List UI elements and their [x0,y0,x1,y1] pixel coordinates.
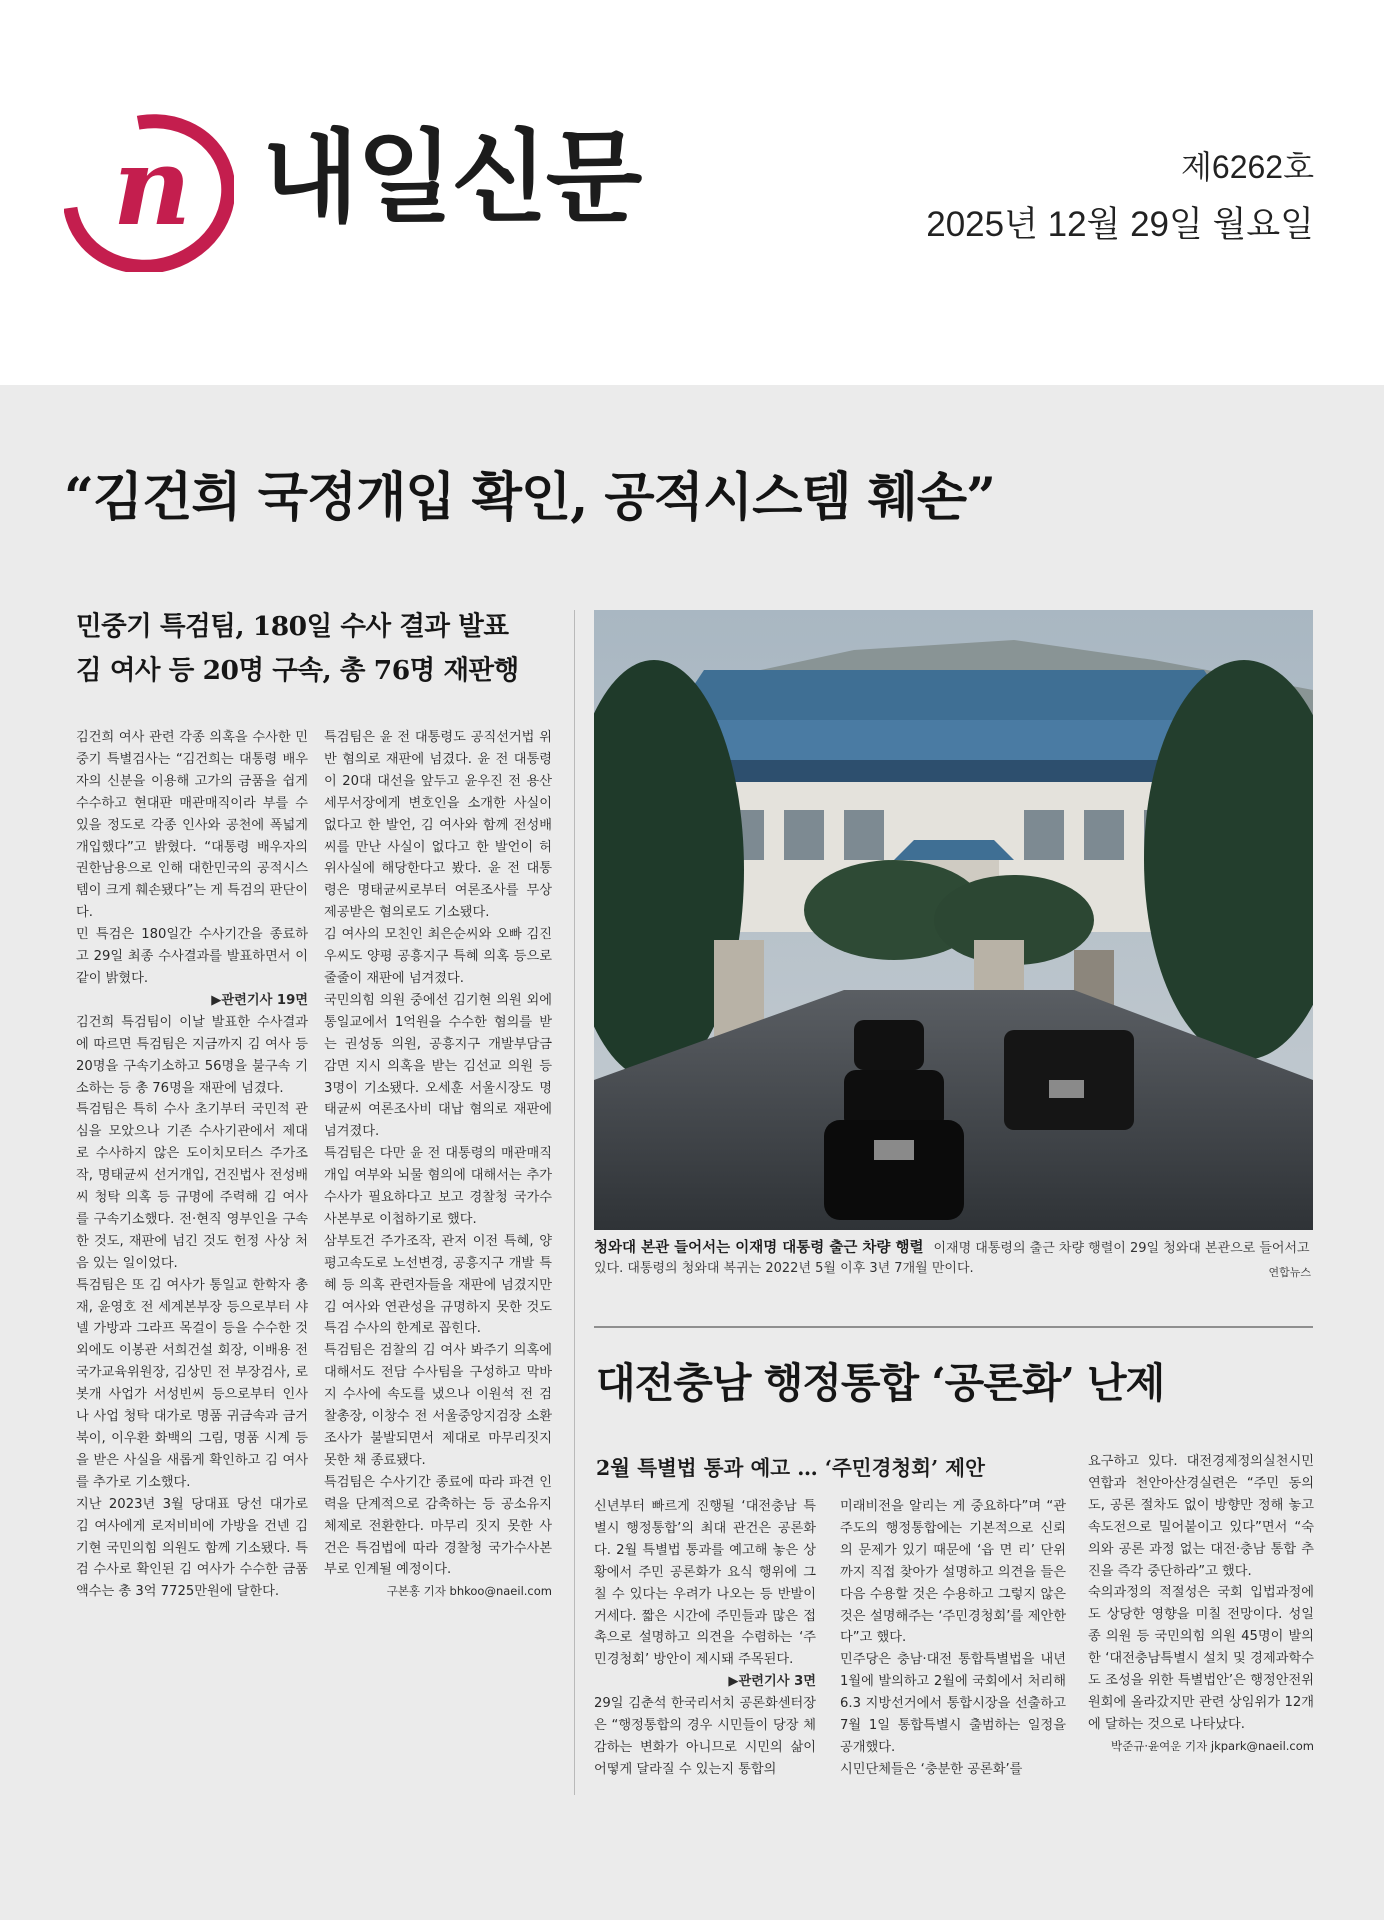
column-text: 신년부터 빠르게 진행될 ‘대전충남 특별시 행정통합’의 최대 관건은 공론화다. 2월 특별법 통과를 예고해 놓은 상황에서 주민 공론화가 요식 행위에 그칠 수 있다는 우려가 나오는 등 반발이 거세다. 짧은 시간에 주민들과 많은 접촉으로 설명하고 의견을 수렴하는 ‘주민경청회’ 방안이 제시돼 주목된다. [594,1499,816,1668]
column-text: 특검팀은 윤 전 대통령도 공직선거법 위반 혐의로 재판에 넘겼다. 윤 전 대통령이 20대 대선을 앞두고 윤우진 전 용산세무서장에게 변호인을 소개한 사실이 없다고 한 발언, 김 여사와 함께 전성배씨를 만난 사실이 없다고 한 발언이 허위사실에 해당한다고 봤다. 윤 전 대통령은 명태균씨로부터 여론조사를 무상 제공받은 혐의로도 기소됐다. 김 여사의 모친인 최은순씨와 오빠 김진우씨도 양평 공흥지구 특혜 의혹 등으로 줄줄이 재판에 넘겨졌다. 국민의힘 의원 중에선 김기현 의원 외에 통일교에서 1억원을 수수한 혐의를 받는 권성동 의원, 공흥지구 개발부담금 감면 지시 의혹을 받는 김선교 의원 등 3명이 기소됐다. 오세훈 서울시장도 명태균씨 여론조사비 대납 혐의로 재판에 넘겨졌다. 특검팀은 다만 윤 전 대통령의 매관매직 개입 여부와 뇌물 혐의에 대해서는 추가 수사가 필요하다고 보고 경찰청 국가수사본부로 이첩하기로 했다. 삼부토건 주가조작, 관저 이전 특혜, 양평고속도로 노선변경, 공흥지구 개발 특혜 등 의혹 관련자들을 재판에 넘겼지만 김 여사와 연관성을 규명하지 못한 것도 특검 수사의 한계로 꼽힌다. 특검팀은 검찰의 김 여사 봐주기 의혹에 대해서도 전담 수사팀을 구성하고 막바지 수사에 속도를 냈으나 이원석 전 검찰총장, 이창수 전 서울중앙지검장 소환조사가 불발되면서 제대로 마무리짓지 못한 채 종료됐다. 특검팀은 수사기간 종료에 따라 파견 인력을 단계적으로 감축하는 등 공소유지 체제로 전환한다. 마무리 짓지 못한 사건은 특검법에 따라 경찰청 국가수사본부로 인계될 예정이다. [324,730,552,1578]
naeil-logo-icon [64,112,234,272]
main-headline: “김건희 국정개입 확인, 공적시스템 훼손” [64,467,996,528]
column-text: 요구하고 있다. 대전경제정의실천시민연합과 천안아산경실련은 “주민 동의도, 공론 절차도 없이 방향만 정해 놓고 속도전으로 밀어붙이고 있다”면서 “숙의와 공론 과정 없는 대전·충남 통합 추진을 즉각 중단하라”고 했다. 숙의과정의 적절성은 국회 입법과정에도 상당한 영향을 미칠 전망이다. 성일종 의원 등 국민의힘 의원 45명이 발의한 ‘대전충남특별시 설치 및 경제과학수도 조성을 위한 특별법안’은 행정안전위원회에 올라갔지만 관련 상임위가 12개에 달하는 것으로 나타났다. [1088,1454,1314,1732]
photo-credit: 연합뉴스 [1268,1266,1311,1279]
related-article-ref: ▶관련기사 3면 [728,1674,816,1690]
article-column-b [324,727,552,1603]
blue-house-photo-image [594,610,1313,1230]
column-text: 미래비전을 알리는 게 중요하다”며 “관 주도의 행정통합에는 기본적으로 신뢰의 문제가 있기 때문에 ‘읍 면 리’ 단위까지 직접 찾아가 설명하고 의견을 들은 다음 수용할 것은 수용하고 그렇지 않은 것은 설명해주는 ‘주민경청회’를 제안한다”고 했다. 민주당은 충남·대전 통합특별법을 내년 1월에 발의하고 2월에 국회에서 처리해 6.3 지방선거에서 통합시장을 선출하고 7월 1일 통합특별시 출범하는 일정을 공개했다. 시민단체들은 ‘충분한 공론화’를 [840,1499,1066,1777]
column-divider [574,610,575,1795]
caption-title: 청와대 본관 들어서는 이재명 대통령 출근 차량 행렬 [594,1240,924,1256]
article-column-e [1088,1451,1314,1758]
caption-text: 이재명 대통령의 출근 차량 행렬이 29일 청와대 본관으로 들어서고 있다. 대통령의 청와대 복귀는 2022년 5월 이후 3년 7개월 만이다. [594,1241,1310,1276]
issue-info [926,148,1314,246]
byline: 박준규·윤여운 기자 jkpark@naeil.com [1111,1738,1314,1753]
column-text: 김건희 특검팀이 이날 발표한 수사결과에 따르면 특검팀은 지금까지 김 여사 등 20명을 구속기소하고 56명을 불구속 기소하는 등 총 76명을 재판에 넘겼다. 특검팀은 특히 수사 초기부터 국민적 관심을 모았으나 기존 수사기관에서 제대로 수사하지 않은 도이치모터스 주가조작, 명태균씨 선거개입, 건진법사 전성배씨 청탁 의혹 등 규명에 주력해 김 여사를 구속기소했다. 전·현직 영부인을 구속한 것도, 재판에 넘긴 것도 헌정 사상 처음 있는 일이었다. 특검팀은 또 김 여사가 통일교 한학자 총재, 윤영호 전 세계본부장 등으로부터 샤넬 가방과 그라프 목걸이 등을 수수한 것 외에도 이봉관 서희건설 회장, 이배용 전 국가교육위원장, 김상민 전 부장검사, 로봇개 사업가 서성빈씨 등으로부터 인사나 사업 청탁 대가로 명품 귀금속과 금거북이, 이우환 화백의 그림, 명품 시계 등을 받은 사실을 새롭게 확인하고 김 여사를 추가로 기소했다. 지난 2023년 3월 당대표 당선 대가로 김 여사에게 로저비비에 가방을 건넨 김기현 국민의힘 의원도 함께 기소됐다. 특검 수사로 확인된 김 여사가 수수한 금품 액수는 총 3억 7725만원에 달한다. [76,1014,308,1600]
related-article-ref: ▶관련기사 19면 [211,992,308,1008]
issue-number: 제6262호 [1180,149,1314,185]
byline: 구본홍 기자 bhkoo@naeil.com [386,1584,552,1599]
newspaper-name: 내일신문 [262,119,641,236]
second-headline: 대전충남 행정통합 ‘공론화’ 난제 [596,1359,1165,1407]
subhead-line-1: 민중기 특검팀, 180일 수사 결과 발표 [76,611,509,642]
second-subheadline: 2월 특별법 통과 예고 … ‘주민경청회’ 제안 [596,1456,985,1480]
article-column-a [76,727,308,1603]
column-text: 29일 김춘석 한국리서치 공론화센터장은 “행정통합의 경우 시민들이 당장 체감하는 변화가 아니므로 시민의 삶이 어떻게 달라질 수 있는지 통합의 [594,1696,816,1777]
svg-text:n: n [112,124,192,250]
issue-date: 2025년 12월 29일 월요일 [926,205,1314,245]
section-divider [594,1326,1313,1328]
news-photo [594,610,1313,1230]
main-subheadline [76,605,519,693]
column-text: 김건희 여사 관련 각종 의혹을 수사한 민중기 특별검사는 “김건희는 대통령 배우자의 신분을 이용해 고가의 금품을 쉽게 수수하고 현대판 매관매직이라 부를 수 있을 정도로 각종 인사와 공천에 폭넓게 개입했다”고 밝혔다. “대통령 배우자의 권한남용으로 인해 대한민국의 공적시스템이 크게 훼손됐다”는 게 특검의 판단이다. 민 특검은 180일간 수사기간을 종료하고 29일 최종 수사결과를 발표하면서 이같이 밝혔다. [76,730,308,986]
masthead [0,0,1384,385]
article-column-c [594,1496,816,1781]
photo-caption [594,1238,1313,1279]
subhead-line-2: 김 여사 등 20명 구속, 총 76명 재판행 [76,655,519,686]
article-column-d [840,1496,1066,1781]
